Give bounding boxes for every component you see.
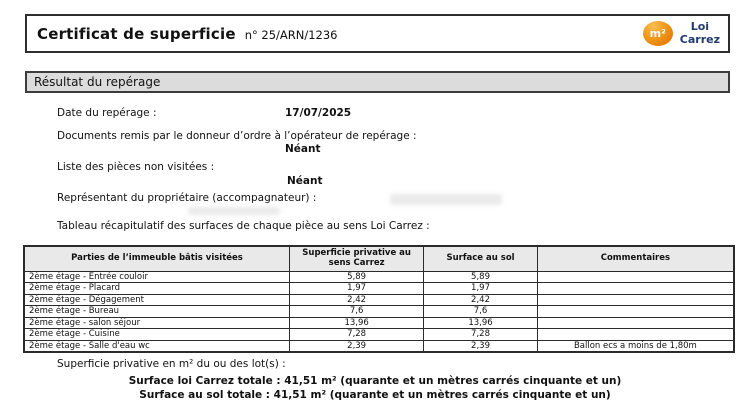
table-intro-text: Tableau récapitulatif des surfaces de chaque pièce au sens Loi Carrez : [57,220,430,232]
cell-sol: 7,28 [424,329,538,341]
field-label-pieces-non-visitees: Liste des pièces non visitées : [57,161,215,173]
cell-sol: 7,6 [424,306,538,318]
col-header-superficie-carrez: Superficie privative au sens Carrez [290,246,424,271]
cell-comment [537,317,734,329]
m2-badge-icon: m² [643,21,673,46]
cell-room: 2ème étage - Cuisine [24,329,290,341]
field-label-documents-remis: Documents remis par le donneur d’ordre à l’opérateur de repérage : [57,130,417,142]
cell-comment [537,271,734,283]
total-sol-line: Surface au sol totale : 41,51 m² (quarante et un mètres carrés cinquante et un) [139,389,611,401]
totals-intro-text: Superficie privative en m² du ou des lot(s) : [57,358,286,370]
cell-comment [537,283,734,295]
redacted-name-smudge-2 [188,207,280,215]
surface-table [23,245,735,353]
col-header-surface-sol: Surface au sol [424,246,538,271]
document-number: n° 25/ARN/1236 [244,27,338,42]
loi-carrez-logo-text [680,21,720,46]
logo-text-line1: Loi [690,19,710,33]
loi-carrez-logo [643,21,722,46]
cell-sol: 2,42 [424,294,538,306]
table-row [24,271,734,283]
cell-carrez: 2,42 [290,294,424,306]
table-row [24,340,734,352]
cell-carrez: 13,96 [290,317,424,329]
cell-carrez: 7,28 [290,329,424,341]
field-value-date-reperage: 17/07/2025 [285,107,352,119]
cell-room: 2ème étage - Entrée couloir [24,271,290,283]
table-row [24,317,734,329]
cell-comment [537,329,734,341]
table-row [24,306,734,318]
cell-room: 2ème étage - Dégagement [24,294,290,306]
table-row [24,283,734,295]
cell-sol: 2,39 [424,340,538,352]
cell-carrez: 2,39 [290,340,424,352]
col-header-parties: Parties de l’immeuble bâtis visitées [24,246,290,271]
cell-carrez: 7,6 [290,306,424,318]
field-label-representant: Représentant du propriétaire (accompagnateur) : [57,192,317,204]
cell-room: 2ème étage - Salle d'eau wc [24,340,290,352]
col-header-commentaires: Commentaires [537,246,734,271]
document-header [25,14,730,53]
field-label-date-reperage: Date du repérage : [57,107,157,119]
cell-room: 2ème étage - Placard [24,283,290,295]
total-carrez-line: Surface loi Carrez totale : 41,51 m² (quarante et un mètres carrés cinquante et un) [128,375,622,387]
table-row [24,329,734,341]
redacted-name-smudge [390,194,502,205]
cell-room: 2ème étage - Bureau [24,306,290,318]
table-row [24,294,734,306]
cell-carrez: 1,97 [290,283,424,295]
cell-comment [537,306,734,318]
cell-comment [537,294,734,306]
cell-sol: 13,96 [424,317,538,329]
field-value-pieces-non-visitees: Néant [287,175,323,187]
table-header-row [24,246,734,271]
surface-table-container [23,245,735,353]
logo-text-line2: Carrez [679,32,720,46]
cell-room: 2ème étage - salon séjour [24,317,290,329]
section-header-resultat [25,71,730,93]
cell-carrez: 5,89 [290,271,424,283]
section-title: Résultat du repérage [34,75,161,89]
field-value-documents-remis: Néant [285,143,321,155]
cell-sol: 1,97 [424,283,538,295]
page-title: Certificat de superficie [37,24,236,43]
cell-sol: 5,89 [424,271,538,283]
cell-comment: Ballon ecs a moins de 1,80m [537,340,734,352]
